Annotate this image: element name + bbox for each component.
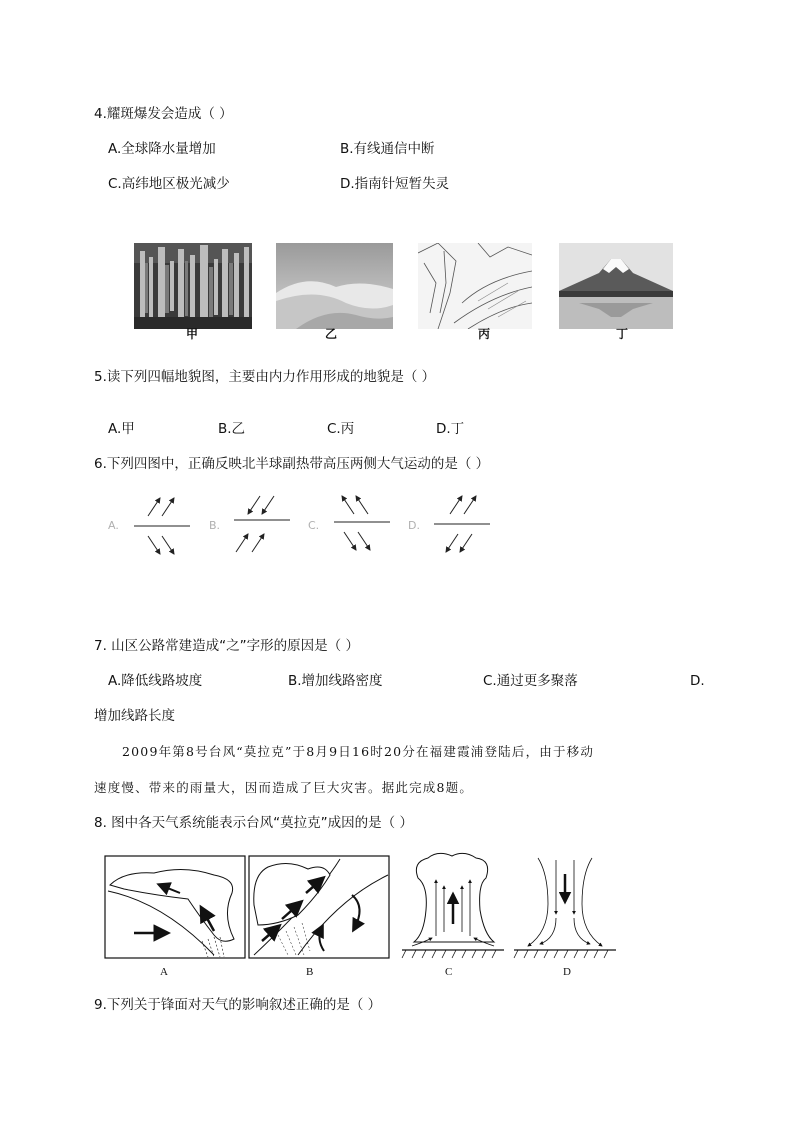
q4-option-b: B.有线通信中断 xyxy=(340,141,435,157)
q8-stem: 8. 图中各天气系统能表示台风“莫拉克”成因的是（ ） xyxy=(94,815,413,831)
q8-label-c: C xyxy=(445,966,453,978)
q7-option-d-continued: 增加线路长度 xyxy=(94,708,175,724)
q7-stem: 7. 山区公路常建造成“之”字形的原因是（ ） xyxy=(94,638,359,654)
photo-caption-ding: 丁 xyxy=(616,327,629,341)
q6-label-d: D. xyxy=(408,519,420,532)
q8-label-d: D xyxy=(563,966,571,978)
q6-diagram-a xyxy=(130,490,194,560)
glacier-valley-sketch xyxy=(418,243,532,329)
q8-diagram-c xyxy=(398,850,508,962)
q8-diagram-a xyxy=(104,855,246,959)
q6-label-a: A. xyxy=(108,519,119,532)
q6-diagram-d xyxy=(430,490,494,560)
q5-option-d: D.丁 xyxy=(436,421,465,437)
q6-diagram-c xyxy=(330,490,394,560)
q7-option-c: C.通过更多聚落 xyxy=(483,673,578,689)
photo-caption-yi: 乙 xyxy=(325,327,338,341)
q6-stem: 6.下列四图中，正确反映北半球副热带高压两侧大气运动的是（ ） xyxy=(94,456,490,472)
q6-label-b: B. xyxy=(209,519,221,532)
q6-label-c: C. xyxy=(308,519,320,532)
photo-caption-bing: 丙 xyxy=(478,327,491,341)
q7-option-b: B.增加线路密度 xyxy=(288,673,383,689)
q4-option-d: D.指南针短暂失灵 xyxy=(340,176,450,192)
q8-label-a: A xyxy=(160,966,168,978)
q4-stem: 4.耀斑爆发会造成（ ） xyxy=(94,106,233,122)
q8-label-b: B xyxy=(306,966,314,978)
q5-stem: 5.读下列四幅地貌图，主要由内力作用形成的地貌是（ ） xyxy=(94,369,436,385)
q8-diagram-d xyxy=(510,854,620,962)
desert-dune-photo xyxy=(276,243,393,329)
q7-option-a: A.降低线路坡度 xyxy=(108,673,203,689)
q5-option-c: C.丙 xyxy=(327,421,355,437)
q5-option-b: B.乙 xyxy=(218,421,246,437)
passage-line-1: 2009年第8号台风“莫拉克”于8月9日16时20分在福建霞浦登陆后，由于移动 xyxy=(122,744,595,759)
photo-caption-jia: 甲 xyxy=(186,327,199,341)
q4-option-c: C.高纬地区极光减少 xyxy=(108,176,230,192)
volcano-photo xyxy=(559,243,673,329)
karst-cave-photo xyxy=(134,243,252,329)
q7-option-d: D. xyxy=(690,673,705,689)
q6-diagram-b xyxy=(230,490,294,560)
q8-diagram-b xyxy=(248,855,390,959)
q9-stem: 9.下列关于锋面对天气的影响叙述正确的是（ ） xyxy=(94,997,382,1013)
q4-option-a: A.全球降水量增加 xyxy=(108,141,216,157)
passage-line-2: 速度慢、带来的雨量大，因而造成了巨大灾害。据此完成8题。 xyxy=(94,780,474,795)
q5-option-a: A.甲 xyxy=(108,421,135,437)
